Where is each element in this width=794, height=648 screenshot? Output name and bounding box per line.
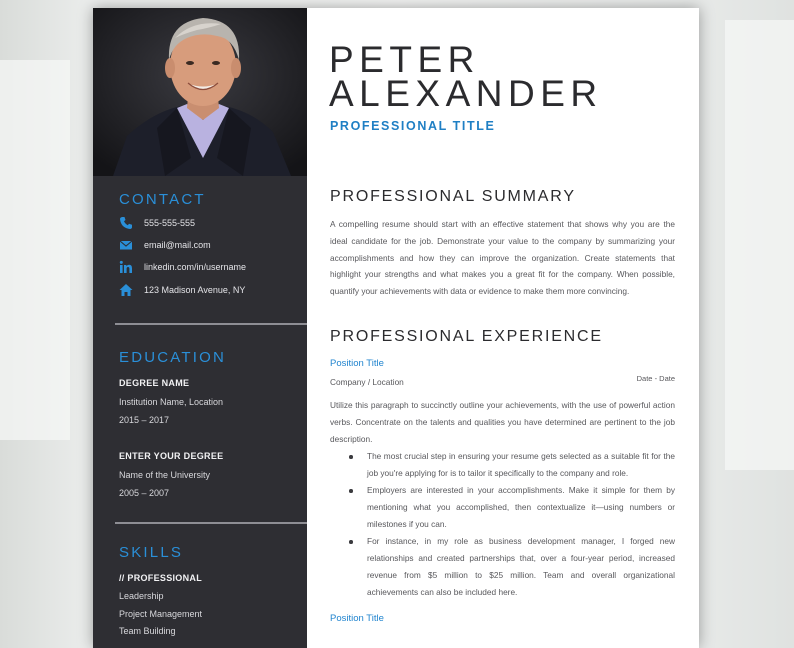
bullet-text: Employers are interested in your accomplishments. Make it simple for them by mentioning what you accomplished, then contextualize it—using numbers or milestones if you can. — [367, 485, 675, 529]
bullet-dot-icon — [349, 540, 353, 544]
contact-phone — [119, 215, 196, 231]
contact-heading: CONTACT — [119, 191, 206, 208]
job-company: Company / Location — [330, 377, 404, 387]
list-item — [330, 533, 675, 601]
portrait-photo-icon — [93, 8, 307, 176]
education-degree-2: ENTER YOUR DEGREE — [119, 451, 224, 461]
bullet-text: For instance, in my role as business development manager, I forged new relationships and created partnerships that, over a four-year period, increased revenue from $5 million to $25 million. Team and overall organizational achievements can also be included here. — [367, 536, 675, 597]
job-description: Utilize this paragraph to succinctly outline your achievements, with the use of powerful action verbs. Concentrate on the talents and qualities you have determined are pertinent to the job description. — [330, 400, 675, 444]
job-position-title: Position Title — [330, 358, 384, 369]
job-position-title-2: Position Title — [330, 613, 384, 624]
education-years-1: 2015 – 2017 — [119, 415, 170, 425]
education-years-2: 2005 – 2007 — [119, 488, 170, 498]
skills-group-label: // PROFESSIONAL — [119, 573, 203, 583]
bullet-dot-icon — [349, 455, 353, 459]
resume-main — [307, 8, 699, 648]
experience-heading: PROFESSIONAL EXPERIENCE — [330, 328, 603, 345]
education-institution-1: Institution Name, Location — [119, 397, 224, 407]
skill-item: Leadership — [119, 591, 164, 601]
phone-icon — [119, 216, 133, 230]
job-dates: Date - Date — [636, 374, 675, 383]
bullet-dot-icon — [349, 489, 353, 493]
contact-linkedin — [119, 259, 247, 275]
contact-linkedin-text: linkedin.com/in/username — [144, 262, 247, 272]
sidebar-divider-1 — [115, 323, 307, 325]
skills-heading: SKILLS — [119, 544, 184, 561]
summary-heading: PROFESSIONAL SUMMARY — [330, 188, 576, 205]
home-icon — [119, 283, 133, 297]
contact-address — [119, 282, 246, 298]
education-institution-2: Name of the University — [119, 470, 211, 480]
professional-title: PROFESSIONAL TITLE — [330, 119, 496, 133]
sidebar-divider-2 — [115, 522, 307, 524]
skill-item: Team Building — [119, 626, 176, 636]
job-bullets — [330, 448, 675, 601]
education-degree-1: DEGREE NAME — [119, 378, 190, 388]
list-item — [330, 448, 675, 482]
linkedin-icon — [119, 260, 133, 274]
name-last: ALEXANDER — [329, 73, 603, 114]
background-window-left — [0, 60, 70, 440]
contact-phone-text: 555-555-555 — [144, 218, 196, 228]
contact-address-text: 123 Madison Avenue, NY — [144, 285, 246, 295]
summary-text: A compelling resume should start with an effective statement that shows why you are the ideal candidate for the job. Demonstrate your value to the company by summarizing your accomplishments and how they can improve the organization. Create statements that highlight your strengths and what makes you a great fit for the company. When possible, quantify your achievements with data or evidence to make them more convincing. — [330, 219, 675, 297]
skill-item: Project Management — [119, 609, 203, 619]
contact-email-text: email@mail.com — [144, 240, 211, 250]
contact-email — [119, 237, 211, 253]
background-window-right — [725, 20, 794, 470]
resume-page — [93, 8, 699, 648]
email-icon — [119, 238, 133, 252]
name-first: PETER — [329, 39, 480, 80]
education-heading: EDUCATION — [119, 349, 227, 366]
resume-sidebar — [93, 8, 307, 648]
list-item — [330, 482, 675, 533]
bullet-text: The most crucial step in ensuring your resume gets selected as a suitable fit for the job you're applying for is to tailor it specifically to the company and role. — [367, 451, 675, 478]
